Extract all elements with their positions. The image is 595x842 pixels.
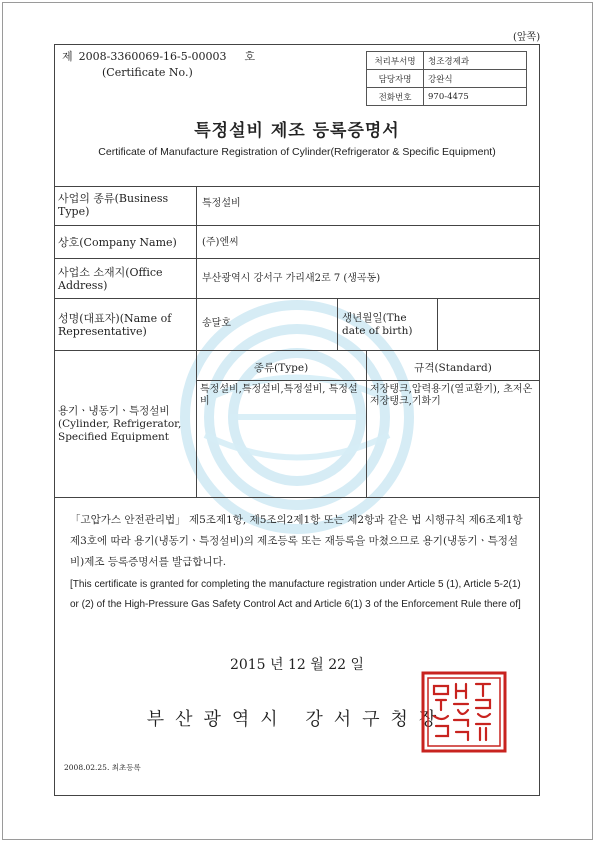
form-rule (54, 298, 540, 299)
document-title: 특정설비 제조 등록증명서 (194, 121, 400, 141)
first-registration-note: 2008.02.25. 최초등록 (64, 763, 141, 772)
certificate-number-suffix: 호 (244, 50, 256, 63)
office-info-row (367, 52, 527, 70)
business-type-label: 사업의 종류(Business Type) (58, 192, 169, 218)
form-column-divider (337, 298, 338, 350)
statement-korean: 「고압가스 안전관리법」 제5조제1항, 제5조의2제1항 또는 제2항과 같은 법 시행규칙 제6조제1항제3호에 따라 용기(냉동기ㆍ특정설비)의 제조등록 또는 재등록을 마쳤으므로 용기(냉동기ㆍ특정설비)제조 등록증명서를 발급합니다. (70, 514, 523, 568)
company-name-value: (주)엔씨 (202, 237, 239, 248)
issue-date: 2015 년 12 월 22 일 (229, 657, 365, 673)
form-column-divider (196, 186, 197, 497)
office-info-key: 담당자명 (367, 70, 424, 88)
birth-date-label: 생년월일(The date of birth) (342, 312, 413, 337)
representative-value: 송달호 (202, 318, 231, 329)
issuer-name: 부산광역시 강서구청장 (146, 709, 448, 730)
equipment-types-value: 특정설비,특정설비,특정설비, 특정설비 (200, 384, 358, 407)
certificate-number (62, 50, 255, 80)
office-info-table (366, 51, 527, 106)
business-type-value: 특정설비 (202, 198, 241, 209)
form-rule (54, 258, 540, 259)
form-rule (54, 350, 540, 351)
office-info-key: 처리부서명 (367, 52, 424, 70)
form-rule (196, 380, 540, 381)
statement-english: [This certificate is granted for completing the manufacture registration under Article 5 (1), Article 5-2(1) or (2) of the High-Pressure Gas Safety Control Act and Article 6(1) 3 of the Enforcement Rule there of] (70, 579, 521, 610)
equipment-type-header: 종류(Type) (253, 362, 309, 374)
office-address-value: 부산광역시 강서구 가리새2로 7 (생곡동) (202, 273, 381, 284)
certificate-number-english: (Certificate No.) (102, 66, 193, 79)
form-rule (54, 225, 540, 226)
office-info-value: 청조경제과 (424, 52, 527, 70)
equipment-standards-value: 저장탱크,압력용기(열교환기), 초저온저장탱크,기화기 (370, 384, 533, 407)
office-info-value: 970-4475 (424, 88, 527, 106)
company-name-label: 상호(Company Name) (58, 236, 177, 249)
page-side-mark: (앞쪽) (513, 32, 541, 43)
certificate-number-label: 제 (62, 50, 73, 63)
form-rule (54, 186, 540, 187)
office-info-row (367, 70, 527, 88)
representative-label: 성명(대표자)(Name of Representative) (58, 312, 172, 338)
office-info-row (367, 88, 527, 106)
office-info-key: 전화번호 (367, 88, 424, 106)
office-info-value: 강완식 (424, 70, 527, 88)
official-seal-stamp (420, 670, 508, 754)
office-address-label: 사업소 소재지(Office Address) (58, 266, 163, 292)
form-column-divider (437, 298, 438, 350)
equipment-row-label: 용기ㆍ냉동기ㆍ특정설비(Cylinder, Refrigerator, Specified Equipment (58, 405, 182, 443)
form-rule (54, 497, 540, 498)
equipment-standard-header: 규격(Standard) (414, 362, 492, 374)
certificate-number-value: 2008-3360069-16-5-00003 (78, 50, 227, 63)
document-subtitle: Certificate of Manufacture Registration of Cylinder(Refrigerator & Specific Equipment) (98, 146, 496, 158)
